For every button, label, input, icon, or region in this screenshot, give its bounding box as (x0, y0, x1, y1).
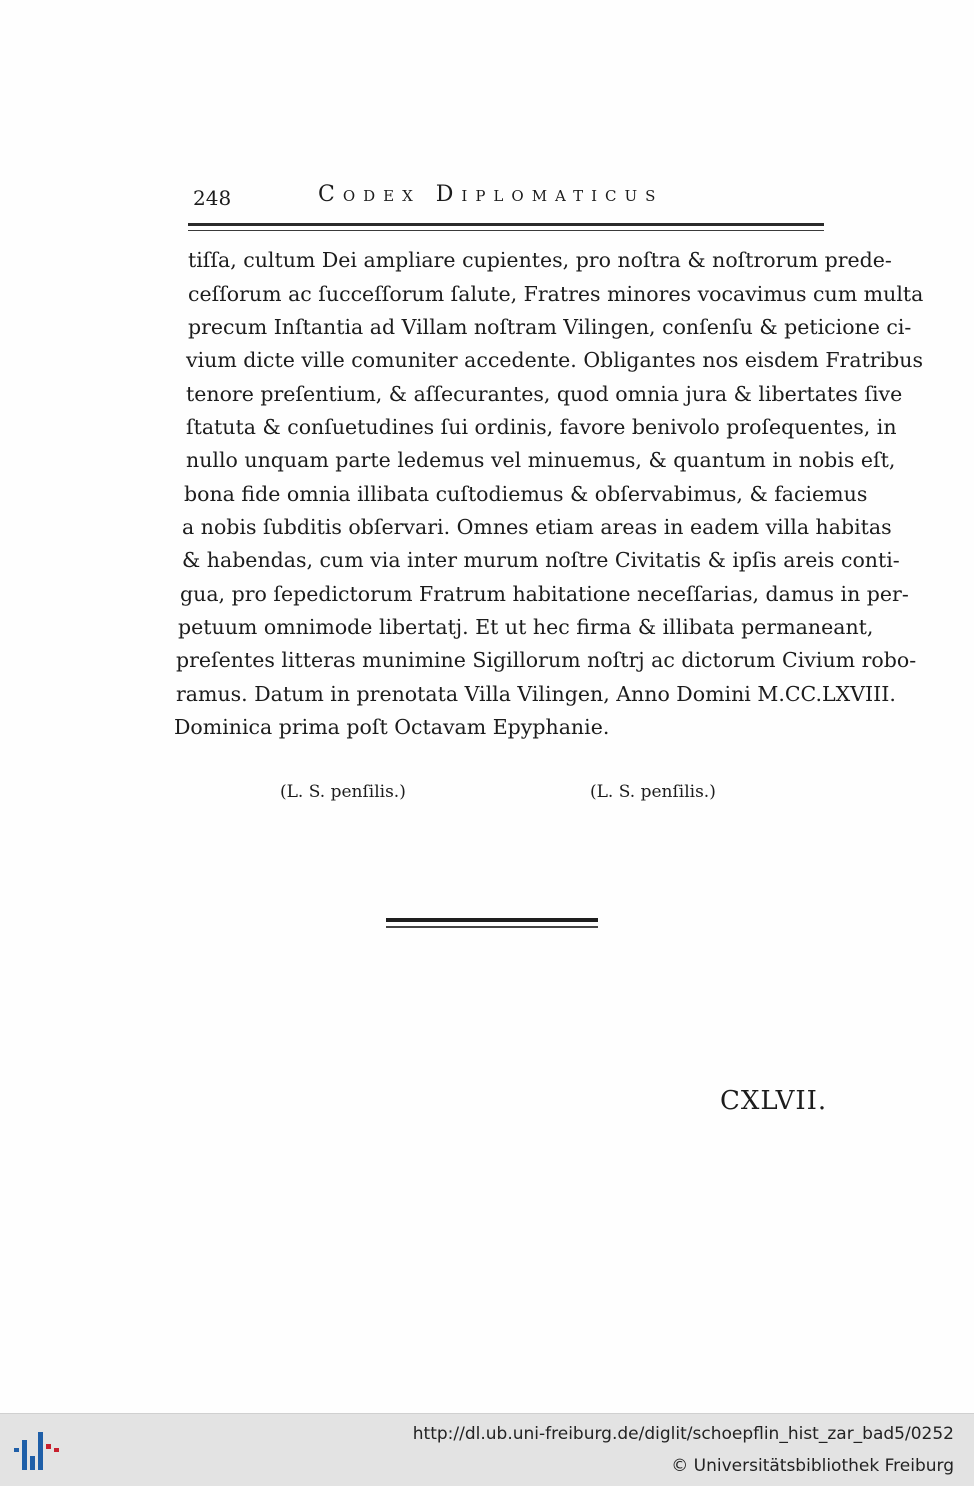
text-line: ceſſorum ac ſucceſſorum ſalute, Fratres minores vocavimus cum multa (188, 282, 924, 306)
text-line: Dominica prima poſt Octavam Epyphanie. (174, 715, 610, 739)
text-line: precum Inſtantia ad Villam noſtram Vilingen, conſenſu & peticione ci- (188, 315, 912, 339)
text-line: gua, pro ſepedictorum Fratrum habitatione neceſſarias, damus in per- (180, 582, 909, 606)
text-line: tenore preſentium, & aſſecurantes, quod omnia jura & libertates ſive (186, 382, 903, 406)
ub-freiburg-logo-icon[interactable] (14, 1430, 62, 1470)
viewer-footer (0, 1413, 974, 1486)
section-divider-thin (386, 926, 598, 928)
section-divider (386, 918, 598, 922)
copyright-notice: © Universitätsbibliothek Freiburg (671, 1456, 954, 1476)
seal-note-right: (L. S. penſilis.) (590, 782, 716, 802)
permalink-url[interactable]: http://dl.ub.uni-freiburg.de/diglit/schoepflin_hist_zar_bad5/0252 (412, 1424, 954, 1444)
text-line: bona fide omnia illibata cuſtodiemus & obſervabimus, & faciemus (184, 482, 868, 506)
text-line: nullo unquam parte ledemus vel minuemus, & quantum in nobis eſt, (186, 448, 896, 472)
text-line: a nobis ſubditis obſervari. Omnes etiam areas in eadem villa habitas (182, 515, 892, 539)
text-line: & habendas, cum via inter murum noſtre Civitatis & ipſis areis conti- (182, 548, 900, 572)
header-rule-thin (188, 230, 824, 231)
header-rule (188, 223, 824, 226)
text-line: ſtatuta & conſuetudines ſui ordinis, favore benivolo proſequentes, in (186, 415, 897, 439)
running-head: Codex Diplomaticus (318, 182, 664, 207)
text-line: ramus. Datum in prenotata Villa Vilingen, Anno Domini M.CC.LXVIII. (176, 682, 896, 706)
text-line: vium dicte ville comuniter accedente. Obligantes nos eisdem Fratribus (186, 348, 924, 372)
seal-note-left: (L. S. penſilis.) (280, 782, 406, 802)
page-number: 248 (193, 186, 232, 210)
text-line: petuum omnimode libertatj. Et ut hec firma & illibata permaneant, (178, 615, 874, 639)
text-line: preſentes litteras munimine Sigillorum noſtrj ac dictorum Civium robo- (176, 648, 917, 672)
catchword: CXLVII. (720, 1086, 828, 1116)
text-line: tiſſa, cultum Dei ampliare cupientes, pro noſtra & noſtrorum prede- (188, 248, 892, 272)
